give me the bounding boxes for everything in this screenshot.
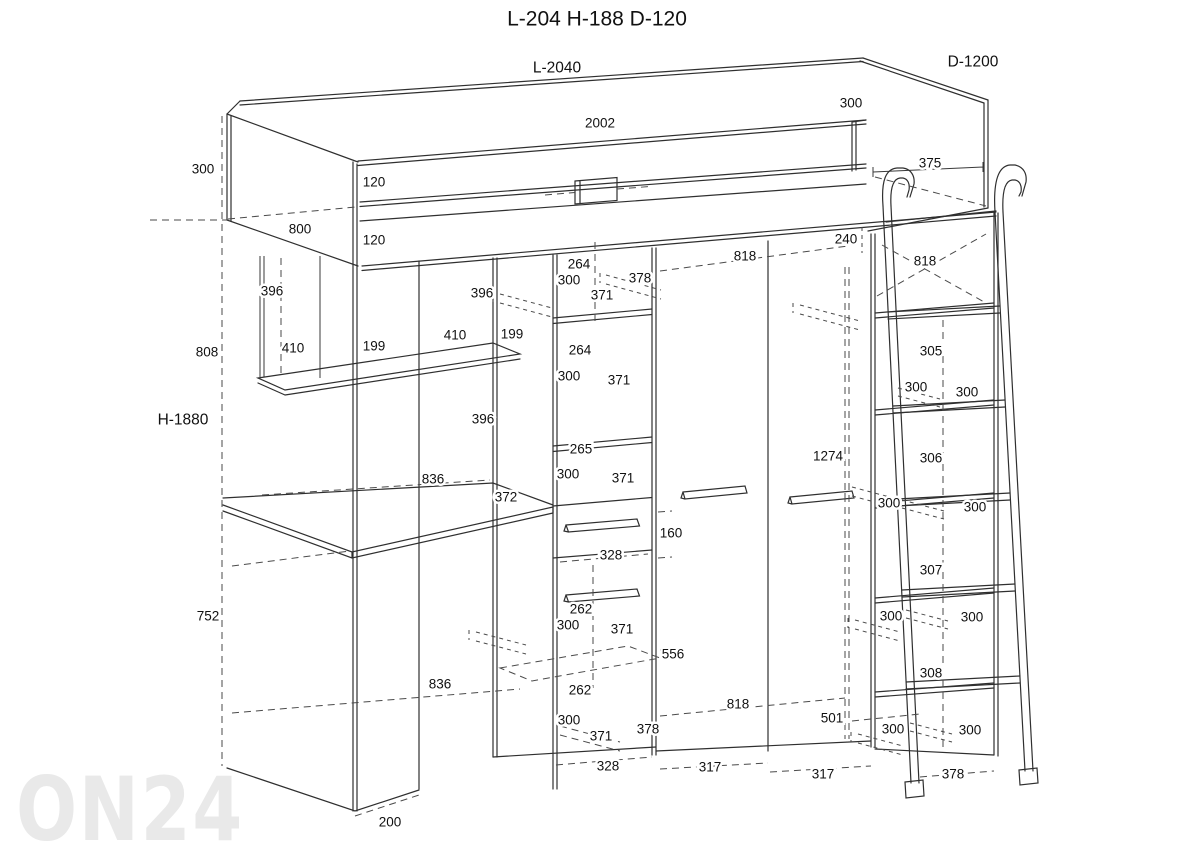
dimension-label: 371 bbox=[610, 621, 634, 637]
dimension-label: 371 bbox=[607, 372, 631, 388]
dimension-label: 300 bbox=[557, 272, 581, 288]
dimension-label: 836 bbox=[428, 676, 452, 692]
watermark-logo: ON24 bbox=[16, 758, 244, 859]
dimension-label: 199 bbox=[500, 326, 524, 342]
door-handle bbox=[681, 486, 747, 499]
dimension-label: 378 bbox=[628, 270, 652, 286]
dimension-label: 300 bbox=[963, 499, 987, 515]
dimension-label: 300 bbox=[557, 712, 581, 728]
dimension-label: 300 bbox=[960, 609, 984, 625]
dimension-label: 396 bbox=[471, 411, 495, 427]
dimension-label: 410 bbox=[281, 340, 305, 356]
dimension-label: 328 bbox=[596, 758, 620, 774]
dimension-label: 300 bbox=[881, 721, 905, 737]
dimension-label: 300 bbox=[556, 466, 580, 482]
dimension-label: 818 bbox=[733, 248, 757, 264]
bed-frame bbox=[227, 58, 988, 266]
dimension-label: 836 bbox=[421, 471, 445, 487]
dimension-label: 120 bbox=[362, 174, 386, 190]
dimension-label: 300 bbox=[879, 608, 903, 624]
dimension-label: 410 bbox=[443, 327, 467, 343]
dimension-label: 396 bbox=[470, 285, 494, 301]
dimension-label: 264 bbox=[567, 256, 591, 272]
drawer-handle bbox=[564, 519, 640, 532]
dimension-label: 306 bbox=[919, 450, 943, 466]
dimension-label: 501 bbox=[820, 710, 844, 726]
dimension-label: 300 bbox=[556, 617, 580, 633]
dimension-label: 300 bbox=[557, 368, 581, 384]
dimension-label: 1274 bbox=[812, 448, 844, 464]
dimension-label: 378 bbox=[941, 766, 965, 782]
dimension-label: 300 bbox=[839, 95, 863, 111]
dimension-label: 317 bbox=[811, 766, 835, 782]
drawing-title: L-204 H-188 D-120 bbox=[507, 7, 687, 31]
guard-rail bbox=[358, 120, 996, 271]
dimension-label: 300 bbox=[904, 379, 928, 395]
dimension-label: H-1880 bbox=[157, 411, 209, 429]
dimension-label: 300 bbox=[955, 384, 979, 400]
left-wardrobe-panel bbox=[227, 162, 419, 811]
dimension-label: 160 bbox=[659, 525, 683, 541]
dimension-label: 328 bbox=[599, 547, 623, 563]
dimension-label: 199 bbox=[362, 338, 386, 354]
dimension-label: 300 bbox=[958, 722, 982, 738]
dimension-label: 308 bbox=[919, 665, 943, 681]
dimension-label: 307 bbox=[919, 562, 943, 578]
ladder-foot bbox=[1019, 768, 1038, 785]
ladder-foot bbox=[905, 780, 924, 798]
drawer-handle bbox=[564, 589, 640, 602]
dimension-label: 818 bbox=[913, 253, 937, 269]
dimension-label: 240 bbox=[834, 231, 858, 247]
dimension-label: 2002 bbox=[584, 115, 616, 131]
ladder bbox=[883, 165, 1038, 798]
dimension-label: 200 bbox=[378, 814, 402, 830]
dimension-label: 120 bbox=[362, 232, 386, 248]
dimension-label: 265 bbox=[569, 441, 593, 457]
dimension-label: 371 bbox=[611, 470, 635, 486]
door-handle bbox=[788, 491, 854, 504]
wardrobe-doors bbox=[656, 231, 875, 751]
dimension-label: 752 bbox=[196, 608, 220, 624]
dimension-label: 371 bbox=[590, 287, 614, 303]
dimension-label: 800 bbox=[288, 221, 312, 237]
dimension-label: L-2040 bbox=[532, 59, 582, 77]
dimension-label: 396 bbox=[260, 283, 284, 299]
dimension-label: 262 bbox=[569, 601, 593, 617]
dimension-label: 300 bbox=[877, 495, 901, 511]
dimension-label: 808 bbox=[195, 344, 219, 360]
dimension-label: 378 bbox=[636, 721, 660, 737]
dimension-label: 300 bbox=[191, 161, 215, 177]
dimension-label: 317 bbox=[698, 759, 722, 775]
drawer-unit bbox=[493, 248, 656, 757]
dimension-label: 371 bbox=[589, 728, 613, 744]
dimension-label: 556 bbox=[661, 646, 685, 662]
dimension-label: 262 bbox=[568, 682, 592, 698]
dimension-label: 264 bbox=[568, 342, 592, 358]
dimension-label: 305 bbox=[919, 343, 943, 359]
dimension-label: 372 bbox=[494, 489, 518, 505]
dimension-label: D-1200 bbox=[947, 53, 999, 71]
dimension-label: 375 bbox=[918, 155, 942, 171]
dimension-label: 818 bbox=[726, 696, 750, 712]
